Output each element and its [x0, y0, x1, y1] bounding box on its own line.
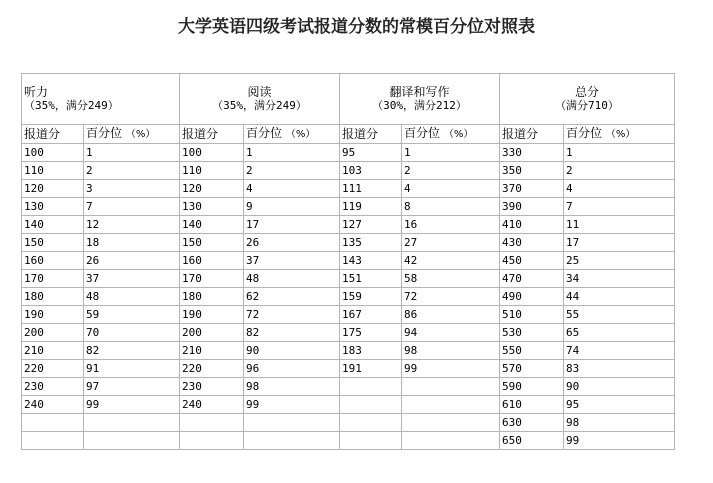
score-cell: 127 — [340, 216, 402, 234]
percentile-cell: 37 — [84, 270, 180, 288]
table-row — [22, 252, 675, 270]
score-cell: 170 — [180, 270, 244, 288]
score-cell: 160 — [180, 252, 244, 270]
score-cell: 119 — [340, 198, 402, 216]
score-cell: 103 — [340, 162, 402, 180]
table-row — [22, 360, 675, 378]
table-row — [22, 342, 675, 360]
percentile-cell: 7 — [84, 198, 180, 216]
section-weight: （30%，满分212） — [372, 99, 467, 112]
percentile-cell: 74 — [564, 342, 675, 360]
percentile-cell: 16 — [402, 216, 500, 234]
score-cell: 143 — [340, 252, 402, 270]
score-cell — [180, 432, 244, 450]
percentile-cell: 1 — [564, 144, 675, 162]
percentile-cell: 4 — [402, 180, 500, 198]
score-cell: 130 — [22, 198, 84, 216]
percentile-cell: 42 — [402, 252, 500, 270]
score-cell: 430 — [500, 234, 564, 252]
score-cell: 230 — [22, 378, 84, 396]
score-cell: 240 — [22, 396, 84, 414]
percentile-cell: 2 — [244, 162, 340, 180]
section-listening — [22, 74, 180, 125]
score-cell: 183 — [340, 342, 402, 360]
percentile-cell: 1 — [402, 144, 500, 162]
section-name: 翻译和写作 — [389, 85, 450, 99]
score-cell: 151 — [340, 270, 402, 288]
percentile-cell: 17 — [244, 216, 340, 234]
score-cell: 100 — [22, 144, 84, 162]
table-row — [22, 198, 675, 216]
col-score-header — [500, 125, 564, 144]
score-cell — [340, 396, 402, 414]
percentile-cell: 58 — [402, 270, 500, 288]
section-name: 总分 — [574, 85, 599, 99]
score-cell: 350 — [500, 162, 564, 180]
score-cell: 170 — [22, 270, 84, 288]
section-name: 听力 — [24, 85, 49, 99]
percentile-cell: 82 — [244, 324, 340, 342]
score-cell: 220 — [22, 360, 84, 378]
percentile-cell — [244, 432, 340, 450]
table-row — [22, 234, 675, 252]
table-row — [22, 306, 675, 324]
percentile-cell: 3 — [84, 180, 180, 198]
score-cell: 120 — [180, 180, 244, 198]
score-cell: 160 — [22, 252, 84, 270]
percentile-cell: 70 — [84, 324, 180, 342]
percentile-cell: 83 — [564, 360, 675, 378]
table-row — [22, 378, 675, 396]
score-cell: 570 — [500, 360, 564, 378]
score-cell: 190 — [180, 306, 244, 324]
score-cell: 390 — [500, 198, 564, 216]
percentile-cell: 12 — [84, 216, 180, 234]
percentile-cell: 26 — [84, 252, 180, 270]
percentile-cell: 18 — [84, 234, 180, 252]
score-cell: 210 — [180, 342, 244, 360]
score-cell: 191 — [340, 360, 402, 378]
percentile-cell: 27 — [402, 234, 500, 252]
table-row — [22, 180, 675, 198]
table-row — [22, 414, 675, 432]
col-score-header — [180, 125, 244, 144]
col-percentile-label: 百分位 — [86, 126, 123, 140]
score-cell: 220 — [180, 360, 244, 378]
score-cell: 200 — [180, 324, 244, 342]
percentile-cell: 2 — [84, 162, 180, 180]
score-cell: 140 — [180, 216, 244, 234]
table-row — [22, 144, 675, 162]
section-weight: （35%，满分249） — [212, 99, 307, 112]
section-translation-writing — [340, 74, 500, 125]
percentile-cell: 2 — [402, 162, 500, 180]
percentile-table — [21, 73, 675, 450]
percentile-cell: 62 — [244, 288, 340, 306]
percentile-cell — [402, 414, 500, 432]
score-cell: 175 — [340, 324, 402, 342]
col-percentile-label: 百分位 — [566, 126, 603, 140]
percentile-cell: 90 — [564, 378, 675, 396]
table-row — [22, 162, 675, 180]
score-cell — [22, 414, 84, 432]
score-cell: 140 — [22, 216, 84, 234]
col-score-label: 报道分 — [342, 127, 379, 141]
score-cell: 135 — [340, 234, 402, 252]
score-cell: 200 — [22, 324, 84, 342]
section-weight: （满分710） — [555, 99, 619, 112]
table-row — [22, 270, 675, 288]
percentile-cell: 34 — [564, 270, 675, 288]
percentile-cell: 99 — [84, 396, 180, 414]
col-percentile-header — [244, 125, 340, 144]
percentile-cell: 65 — [564, 324, 675, 342]
percentile-cell: 99 — [244, 396, 340, 414]
percentile-cell: 9 — [244, 198, 340, 216]
percentile-cell: 17 — [564, 234, 675, 252]
percentile-cell: 2 — [564, 162, 675, 180]
score-cell: 95 — [340, 144, 402, 162]
col-percentile-label: 百分位 — [404, 126, 441, 140]
score-cell: 490 — [500, 288, 564, 306]
section-weight: （35%，满分249） — [24, 99, 119, 112]
score-cell: 590 — [500, 378, 564, 396]
score-cell: 150 — [180, 234, 244, 252]
percentile-cell: 91 — [84, 360, 180, 378]
table-row — [22, 432, 675, 450]
score-cell: 120 — [22, 180, 84, 198]
percentile-cell: 48 — [244, 270, 340, 288]
percentile-cell: 98 — [402, 342, 500, 360]
col-percent-symbol: （%） — [125, 129, 156, 140]
score-cell — [22, 432, 84, 450]
percentile-cell: 25 — [564, 252, 675, 270]
score-cell: 630 — [500, 414, 564, 432]
col-score-header — [22, 125, 84, 144]
table-row — [22, 216, 675, 234]
score-cell: 550 — [500, 342, 564, 360]
col-percent-symbol: （%） — [605, 129, 636, 140]
percentile-cell: 99 — [402, 360, 500, 378]
percentile-cell: 97 — [84, 378, 180, 396]
percentile-cell: 7 — [564, 198, 675, 216]
score-cell: 330 — [500, 144, 564, 162]
score-cell: 530 — [500, 324, 564, 342]
score-cell: 180 — [22, 288, 84, 306]
score-cell — [340, 414, 402, 432]
col-percent-symbol: （%） — [443, 129, 474, 140]
percentile-cell: 26 — [244, 234, 340, 252]
percentile-cell — [244, 414, 340, 432]
table-row — [22, 396, 675, 414]
percentile-cell: 59 — [84, 306, 180, 324]
percentile-cell: 55 — [564, 306, 675, 324]
score-cell: 470 — [500, 270, 564, 288]
score-cell: 610 — [500, 396, 564, 414]
percentile-cell — [402, 396, 500, 414]
score-cell: 450 — [500, 252, 564, 270]
percentile-cell: 96 — [244, 360, 340, 378]
percentile-cell — [84, 414, 180, 432]
score-cell — [340, 432, 402, 450]
col-score-label: 报道分 — [24, 127, 61, 141]
percentile-cell: 95 — [564, 396, 675, 414]
score-cell — [180, 414, 244, 432]
percentile-cell: 44 — [564, 288, 675, 306]
col-percent-symbol: （%） — [285, 129, 316, 140]
score-cell: 110 — [22, 162, 84, 180]
col-percentile-label: 百分位 — [246, 126, 283, 140]
percentile-cell: 72 — [402, 288, 500, 306]
percentile-cell: 90 — [244, 342, 340, 360]
page-title: 大学英语四级考试报道分数的常模百分位对照表 — [178, 17, 535, 37]
column-header-row — [22, 125, 675, 144]
score-cell: 410 — [500, 216, 564, 234]
percentile-cell: 11 — [564, 216, 675, 234]
col-score-header — [340, 125, 402, 144]
percentile-cell: 8 — [402, 198, 500, 216]
table-row — [22, 288, 675, 306]
percentile-cell: 72 — [244, 306, 340, 324]
score-cell: 230 — [180, 378, 244, 396]
col-score-label: 报道分 — [182, 127, 219, 141]
percentile-cell — [402, 432, 500, 450]
score-cell: 240 — [180, 396, 244, 414]
score-cell: 190 — [22, 306, 84, 324]
percentile-cell: 99 — [564, 432, 675, 450]
col-percentile-header — [564, 125, 675, 144]
score-cell: 110 — [180, 162, 244, 180]
section-name: 阅读 — [247, 85, 272, 99]
percentile-cell: 86 — [402, 306, 500, 324]
col-percentile-header — [402, 125, 500, 144]
score-cell: 159 — [340, 288, 402, 306]
score-cell: 180 — [180, 288, 244, 306]
percentile-cell: 82 — [84, 342, 180, 360]
percentile-cell: 1 — [244, 144, 340, 162]
col-percentile-header — [84, 125, 180, 144]
section-total — [500, 74, 675, 125]
score-cell: 111 — [340, 180, 402, 198]
percentile-cell: 98 — [244, 378, 340, 396]
section-header-row — [22, 74, 675, 125]
percentile-cell: 48 — [84, 288, 180, 306]
percentile-cell — [84, 432, 180, 450]
score-cell: 650 — [500, 432, 564, 450]
score-cell: 150 — [22, 234, 84, 252]
score-cell — [340, 378, 402, 396]
percentile-cell: 4 — [244, 180, 340, 198]
score-cell: 130 — [180, 198, 244, 216]
col-score-label: 报道分 — [502, 127, 539, 141]
section-reading — [180, 74, 340, 125]
score-cell: 167 — [340, 306, 402, 324]
score-cell: 370 — [500, 180, 564, 198]
percentile-cell: 98 — [564, 414, 675, 432]
score-cell: 100 — [180, 144, 244, 162]
percentile-cell: 4 — [564, 180, 675, 198]
percentile-cell — [402, 378, 500, 396]
score-cell: 510 — [500, 306, 564, 324]
score-cell: 210 — [22, 342, 84, 360]
percentile-cell: 1 — [84, 144, 180, 162]
percentile-cell: 37 — [244, 252, 340, 270]
percentile-cell: 94 — [402, 324, 500, 342]
table-row — [22, 324, 675, 342]
